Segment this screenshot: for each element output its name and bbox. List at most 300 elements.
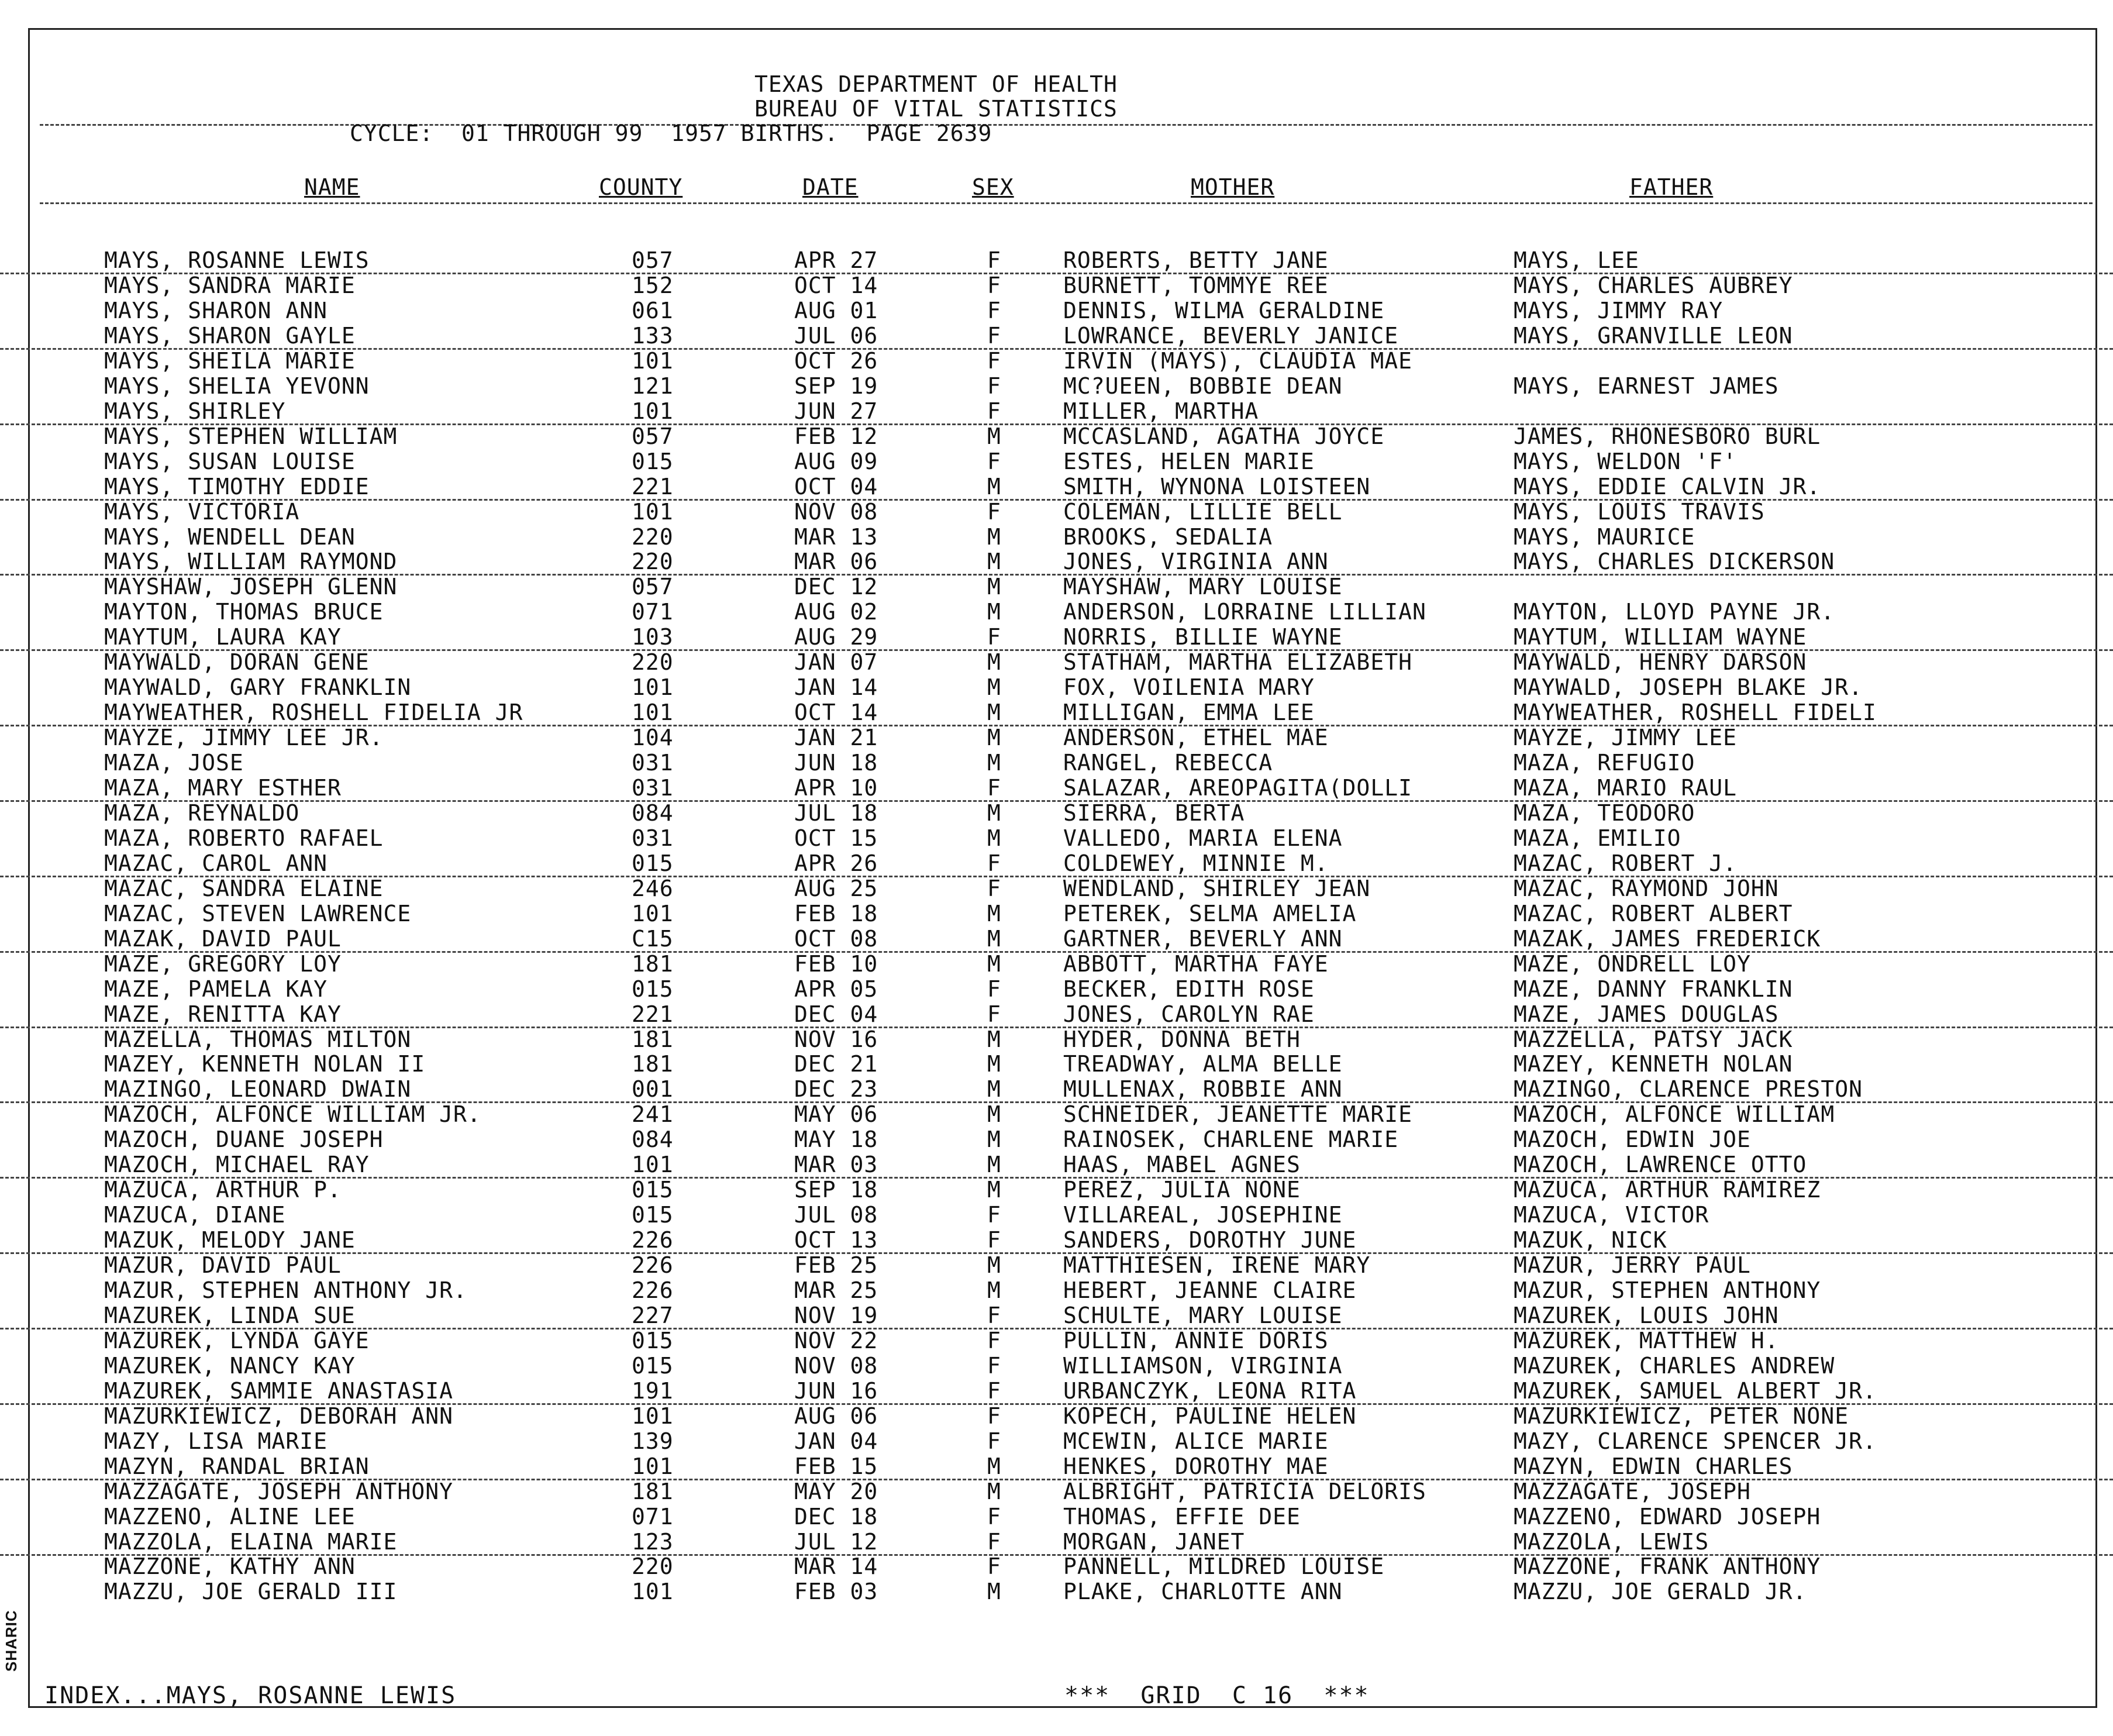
record-mother: MAYSHAW, MARY LOUISE [1063,574,1343,600]
record-county: 071 [632,1503,674,1530]
record-sex: M [987,523,1001,550]
record-name: MAZUK, MELODY JANE [104,1227,356,1253]
record-date: NOV 16 [794,1026,878,1052]
record-name: MAZUREK, NANCY KAY [104,1352,356,1379]
record-sex: M [987,725,1001,751]
table-row [0,1278,2113,1303]
record-sex: M [987,825,1001,851]
record-name: MAZA, JOSE [104,750,244,776]
record-county: 015 [632,1177,674,1203]
record-date: AUG 25 [794,875,878,901]
table-row [0,1379,2113,1405]
record-date: APR 05 [794,976,878,1002]
table-row [0,826,2113,850]
record-father: MAYS, CHARLES AUBREY [1514,272,1793,298]
record-mother: COLEMAN, LILLIE BELL [1063,498,1343,525]
record-county: 101 [632,1579,674,1605]
table-row [0,1052,2113,1076]
record-name: MAZURKIEWICZ, DEBORAH ANN [104,1403,453,1429]
record-sex: M [987,925,1001,952]
record-county: 139 [632,1428,674,1454]
record-father: MAZZONE, FRANK ANTHONY [1514,1554,1821,1580]
record-name: MAYS, SANDRA MARIE [104,272,356,298]
record-sex: M [987,900,1001,926]
record-father: MAYS, JIMMY RAY [1514,297,1724,323]
record-county: 031 [632,825,674,851]
record-sex: M [987,549,1001,575]
record-father: MAZURKIEWICZ, PETER NONE [1514,1403,1849,1429]
record-sex: M [987,1101,1001,1128]
record-date: SEP 18 [794,1177,878,1203]
record-father: MAZOCH, LAWRENCE OTTO [1514,1152,1807,1178]
record-name: MAYS, WILLIAM RAYMOND [104,549,398,575]
record-father: MAZE, DANNY FRANKLIN [1514,976,1793,1002]
record-name: MAYS, WENDELL DEAN [104,523,356,550]
record-county: 220 [632,1554,674,1580]
record-date: OCT 04 [794,473,878,500]
record-date: MAY 20 [794,1478,878,1504]
column-header-sex: SEX [972,174,1014,200]
record-date: MAR 13 [794,523,878,550]
record-sex: F [987,247,1001,273]
record-name: MAYWALD, DORAN GENE [104,649,370,676]
record-sex: M [987,1152,1001,1178]
record-name: MAZA, ROBERTO RAFAEL [104,825,384,851]
table-row [0,1353,2113,1378]
record-date: APR 27 [794,247,878,273]
record-name: MAYTUM, LAURA KAY [104,624,342,650]
record-mother: ALBRIGHT, PATRICIA DELORIS [1063,1478,1426,1504]
record-sex: M [987,649,1001,676]
record-sex: F [987,1428,1001,1454]
record-county: 152 [632,272,674,298]
record-sex: M [987,1127,1001,1153]
record-date: MAY 06 [794,1101,878,1128]
table-row [0,449,2113,474]
table-row [0,374,2113,398]
record-sex: M [987,700,1001,726]
record-sex: F [987,1327,1001,1353]
record-sex: M [987,1076,1001,1103]
table-row [0,574,2113,599]
record-mother: SCHULTE, MARY LOUISE [1063,1302,1343,1328]
record-sex: F [987,322,1001,349]
record-sex: F [987,1403,1001,1429]
table-row [0,625,2113,651]
record-name: MAZE, GREGORY LOY [104,950,342,977]
record-name: MAZYN, RANDAL BRIAN [104,1453,370,1479]
record-father: MAZAC, RAYMOND JOHN [1514,875,1779,901]
record-father: MAYZE, JIMMY LEE [1514,725,1738,751]
record-name: MAZE, RENITTA KAY [104,1001,342,1027]
record-father: MAZA, EMILIO [1514,825,1681,851]
record-sex: F [987,373,1001,399]
record-father: MAZZENO, EDWARD JOSEPH [1514,1503,1821,1530]
table-row [0,1228,2113,1254]
record-county: 226 [632,1277,674,1303]
record-sex: M [987,423,1001,449]
record-sex: F [987,1302,1001,1328]
record-mother: NORRIS, BILLIE WAYNE [1063,624,1343,650]
record-county: 084 [632,1127,674,1153]
record-county: 101 [632,498,674,525]
record-mother: FOX, VOILENIA MARY [1063,674,1315,701]
table-row [0,776,2113,802]
record-name: MAZOCH, MICHAEL RAY [104,1152,370,1178]
record-county: 015 [632,448,674,474]
record-mother: PANNELL, MILDRED LOUISE [1063,1554,1385,1580]
table-row [0,1253,2113,1277]
record-mother: BECKER, EDITH ROSE [1063,976,1315,1002]
record-county: 226 [632,1252,674,1278]
record-name: MAZAC, STEVEN LAWRENCE [104,900,412,926]
record-county: 084 [632,800,674,826]
record-name: MAYS, SHARON GAYLE [104,322,356,349]
table-row [0,1303,2113,1329]
record-father: MAZA, MARIO RAUL [1514,775,1738,801]
record-mother: HYDER, DONNA BETH [1063,1026,1301,1052]
record-father: MAZAC, ROBERT J. [1514,850,1738,876]
record-father: MAZUCA, VICTOR [1514,1202,1709,1228]
record-mother: ANDERSON, ETHEL MAE [1063,725,1329,751]
record-name: MAYWEATHER, ROSHELL FIDELIA JR [104,700,523,726]
record-father: MAZE, JAMES DOUGLAS [1514,1001,1779,1027]
record-county: 181 [632,950,674,977]
record-sex: F [987,850,1001,876]
record-name: MAZY, LISA MARIE [104,1428,328,1454]
record-name: MAZE, PAMELA KAY [104,976,328,1002]
record-mother: URBANCZYK, LEONA RITA [1063,1377,1357,1404]
table-row [0,750,2113,775]
record-date: JUL 08 [794,1202,878,1228]
record-date: MAR 03 [794,1152,878,1178]
record-sex: M [987,950,1001,977]
record-mother: STATHAM, MARTHA ELIZABETH [1063,649,1412,676]
record-date: FEB 12 [794,423,878,449]
record-name: MAZZAGATE, JOSEPH ANTHONY [104,1478,453,1504]
table-row [0,675,2113,700]
record-mother: SALAZAR, AREOPAGITA(DOLLI [1063,775,1412,801]
record-mother: MC?UEEN, BOBBIE DEAN [1063,373,1343,399]
record-mother: RAINOSEK, CHARLENE MARIE [1063,1127,1399,1153]
table-row [0,1530,2113,1556]
record-mother: THOMAS, EFFIE DEE [1063,1503,1301,1530]
record-father: MAZOCH, ALFONCE WILLIAM [1514,1101,1835,1128]
record-date: FEB 15 [794,1453,878,1479]
record-county: C15 [632,925,674,952]
record-sex: F [987,1377,1001,1404]
table-row [0,248,2113,274]
record-date: JUL 06 [794,322,878,349]
record-name: MAZUREK, LINDA SUE [104,1302,356,1328]
record-father: MAZUREK, MATTHEW H. [1514,1327,1779,1353]
record-sex: F [987,875,1001,901]
table-row [0,399,2113,425]
record-name: MAZUREK, LYNDA GAYE [104,1327,370,1353]
record-name: MAZZONE, KATHY ANN [104,1554,356,1580]
record-county: 031 [632,750,674,776]
record-county: 101 [632,674,674,701]
record-county: 181 [632,1051,674,1077]
record-father: MAYS, EDDIE CALVIN JR. [1514,473,1821,500]
record-date: JAN 07 [794,649,878,676]
record-father: MAZE, ONDRELL LOY [1514,950,1751,977]
record-father: JAMES, RHONESBORO BURL [1514,423,1821,449]
record-mother: HENKES, DOROTHY MAE [1063,1453,1329,1479]
record-mother: JONES, VIRGINIA ANN [1063,549,1329,575]
record-father: MAYWALD, JOSEPH BLAKE JR. [1514,674,1863,701]
table-row [0,549,2113,576]
record-sex: M [987,1277,1001,1303]
record-date: JUN 16 [794,1377,878,1404]
record-father: MAZUR, STEPHEN ANTHONY [1514,1277,1821,1303]
table-row [0,323,2113,350]
record-name: MAZAC, CAROL ANN [104,850,328,876]
table-row [0,876,2113,901]
table-row [0,525,2113,549]
column-header-county: COUNTY [599,174,683,200]
header-department: TEXAS DEPARTMENT OF HEALTH [754,71,1118,97]
record-date: DEC 21 [794,1051,878,1077]
record-father: MAZUREK, SAMUEL ALBERT JR. [1514,1377,1877,1404]
record-date: JAN 14 [794,674,878,701]
record-name: MAZA, MARY ESTHER [104,775,342,801]
record-mother: HEBERT, JEANNE CLAIRE [1063,1277,1357,1303]
record-sex: F [987,1227,1001,1253]
record-date: NOV 08 [794,1352,878,1379]
record-father: MAYS, CHARLES DICKERSON [1514,549,1835,575]
record-sex: M [987,599,1001,625]
record-sex: M [987,750,1001,776]
record-sex: M [987,574,1001,600]
record-father: MAZY, CLARENCE SPENCER JR. [1514,1428,1877,1454]
record-name: MAZA, REYNALDO [104,800,300,826]
record-mother: ROBERTS, BETTY JANE [1063,247,1329,273]
record-father: MAYTON, LLOYD PAYNE JR. [1514,599,1835,625]
record-county: 057 [632,574,674,600]
record-mother: HAAS, MABEL AGNES [1063,1152,1301,1178]
record-mother: COLDEWEY, MINNIE M. [1063,850,1329,876]
table-row [0,1454,2113,1480]
record-mother: MATTHIESEN, IRENE MARY [1063,1252,1371,1278]
record-name: MAZUR, STEPHEN ANTHONY JR. [104,1277,467,1303]
record-sex: F [987,398,1001,424]
table-row [0,1404,2113,1428]
record-name: MAYS, ROSANNE LEWIS [104,247,370,273]
record-father: MAZUREK, CHARLES ANDREW [1514,1352,1835,1379]
record-date: NOV 22 [794,1327,878,1353]
record-sex: F [987,1202,1001,1228]
record-mother: VALLEDO, MARIA ELENA [1063,825,1343,851]
header-cycle: CYCLE: 01 THROUGH 99 1957 BIRTHS. PAGE 2639 [350,120,992,146]
record-mother: ESTES, HELEN MARIE [1063,448,1315,474]
record-father: MAYS, MAURICE [1514,523,1695,550]
record-county: 057 [632,247,674,273]
record-name: MAYS, SHARON ANN [104,297,328,323]
table-row [0,600,2113,624]
column-header-name: NAME [304,174,360,200]
table-row [0,700,2113,726]
record-mother: GARTNER, BEVERLY ANN [1063,925,1343,952]
footer-index: INDEX...MAYS, ROSANNE LEWIS [44,1682,457,1709]
record-father: MAYS, WELDON 'F' [1514,448,1738,474]
record-date: OCT 14 [794,272,878,298]
record-county: 103 [632,624,674,650]
table-row [0,1554,2113,1579]
record-date: AUG 02 [794,599,878,625]
record-sex: M [987,674,1001,701]
record-sex: M [987,1252,1001,1278]
record-sex: F [987,448,1001,474]
record-mother: DENNIS, WILMA GERALDINE [1063,297,1385,323]
footer-grid: *** GRID C 16 *** [1064,1682,1370,1709]
record-county: 101 [632,1453,674,1479]
record-name: MAYS, STEPHEN WILLIAM [104,423,398,449]
record-mother: WILLIAMSON, VIRGINIA [1063,1352,1343,1379]
record-father: MAYS, LOUIS TRAVIS [1514,498,1765,525]
record-mother: MCEWIN, ALICE MARIE [1063,1428,1329,1454]
table-row [0,1579,2113,1604]
table-row [0,977,2113,1001]
record-mother: PEREZ, JULIA NONE [1063,1177,1301,1203]
record-mother: LOWRANCE, BEVERLY JANICE [1063,322,1399,349]
table-row [0,500,2113,524]
table-row [0,1328,2113,1353]
record-name: MAZZOLA, ELAINA MARIE [104,1528,398,1555]
record-county: 221 [632,473,674,500]
record-mother: SMITH, WYNONA LOISTEEN [1063,473,1371,500]
record-date: NOV 19 [794,1302,878,1328]
table-row [0,650,2113,674]
record-county: 191 [632,1377,674,1404]
record-mother: VILLAREAL, JOSEPHINE [1063,1202,1343,1228]
record-sex: M [987,1478,1001,1504]
record-father: MAZZOLA, LEWIS [1514,1528,1709,1555]
record-date: FEB 25 [794,1252,878,1278]
table-row [0,273,2113,298]
record-county: 181 [632,1026,674,1052]
record-name: MAZOCH, ALFONCE WILLIAM JR. [104,1101,481,1128]
record-mother: ABBOTT, MARTHA FAYE [1063,950,1329,977]
table-row [0,1429,2113,1453]
record-name: MAZOCH, DUANE JOSEPH [104,1127,384,1153]
table-row [0,1077,2113,1103]
record-county: 220 [632,523,674,550]
record-date: APR 26 [794,850,878,876]
record-date: AUG 29 [794,624,878,650]
record-sex: F [987,624,1001,650]
record-name: MAYS, SHELIA YEVONN [104,373,370,399]
record-county: 246 [632,875,674,901]
record-mother: SIERRA, BERTA [1063,800,1245,826]
table-row [0,474,2113,501]
record-father: MAZEY, KENNETH NOLAN [1514,1051,1793,1077]
record-sex: F [987,1528,1001,1555]
record-father: MAZAK, JAMES FREDERICK [1514,925,1821,952]
record-father: MAZUK, NICK [1514,1227,1667,1253]
column-header-father: FATHER [1629,174,1714,200]
record-county: 133 [632,322,674,349]
record-mother: PETEREK, SELMA AMELIA [1063,900,1357,926]
record-county: 015 [632,850,674,876]
record-date: JUN 27 [794,398,878,424]
record-county: 101 [632,1152,674,1178]
record-county: 101 [632,900,674,926]
record-name: MAYSHAW, JOSEPH GLENN [104,574,398,600]
record-father: MAYWALD, HENRY DARSON [1514,649,1807,676]
header-bureau: BUREAU OF VITAL STATISTICS [754,96,1118,122]
table-row [0,1504,2113,1529]
record-mother: MILLER, MARTHA [1063,398,1259,424]
record-county: 001 [632,1076,674,1103]
table-row [0,952,2113,976]
record-county: 031 [632,775,674,801]
record-county: 221 [632,1001,674,1027]
record-county: 123 [632,1528,674,1555]
record-mother: IRVIN (MAYS), CLAUDIA MAE [1063,347,1412,374]
table-row [0,801,2113,825]
record-name: MAYS, SUSAN LOUISE [104,448,356,474]
record-date: SEP 19 [794,373,878,399]
record-sex: F [987,976,1001,1002]
record-sex: M [987,1177,1001,1203]
record-father: MAYS, GRANVILLE LEON [1514,322,1793,349]
record-date: DEC 04 [794,1001,878,1027]
record-date: JUN 18 [794,750,878,776]
record-name: MAYS, VICTORIA [104,498,300,525]
record-date: DEC 23 [794,1076,878,1103]
record-sex: F [987,498,1001,525]
record-date: FEB 18 [794,900,878,926]
record-sex: F [987,347,1001,374]
record-county: 101 [632,700,674,726]
record-sex: F [987,1554,1001,1580]
record-mother: SANDERS, DOROTHY JUNE [1063,1227,1357,1253]
record-county: 181 [632,1478,674,1504]
record-mother: ANDERSON, LORRAINE LILLIAN [1063,599,1426,625]
record-county: 226 [632,1227,674,1253]
record-sex: F [987,1352,1001,1379]
record-sex: F [987,775,1001,801]
table-row [0,1479,2113,1504]
record-name: MAYS, SHIRLEY [104,398,286,424]
record-father: MAZZELLA, PATSY JACK [1514,1026,1793,1052]
record-county: 101 [632,347,674,374]
record-father: MAZZAGATE, JOSEPH [1514,1478,1751,1504]
record-date: JUL 12 [794,1528,878,1555]
record-date: NOV 08 [794,498,878,525]
record-father: MAZOCH, EDWIN JOE [1514,1127,1751,1153]
record-county: 241 [632,1101,674,1128]
table-row [0,1177,2113,1202]
record-sex: M [987,473,1001,500]
record-date: OCT 13 [794,1227,878,1253]
record-mother: PLAKE, CHARLOTTE ANN [1063,1579,1343,1605]
column-header-mother: MOTHER [1191,174,1275,200]
record-father: MAYWEATHER, ROSHELL FIDELI [1514,700,1877,726]
record-mother: MILLIGAN, EMMA LEE [1063,700,1315,726]
record-mother: PULLIN, ANNIE DORIS [1063,1327,1329,1353]
record-sex: M [987,1453,1001,1479]
record-name: MAZAC, SANDRA ELAINE [104,875,384,901]
record-date: OCT 08 [794,925,878,952]
record-mother: JONES, CAROLYN RAE [1063,1001,1315,1027]
record-father: MAZA, REFUGIO [1514,750,1695,776]
table-row [0,1203,2113,1227]
table-row [0,1102,2113,1127]
record-sex: F [987,297,1001,323]
table-row [0,424,2113,449]
